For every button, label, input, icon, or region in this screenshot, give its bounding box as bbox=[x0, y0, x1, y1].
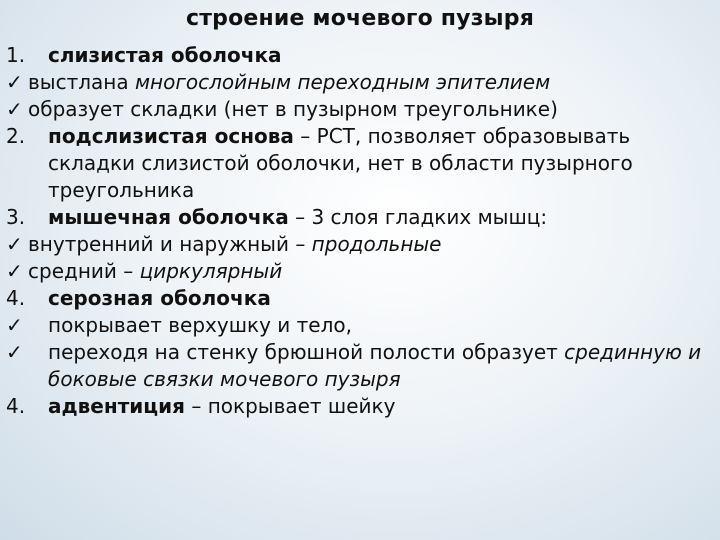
checkmark-icon: ✓ bbox=[6, 340, 23, 364]
numbered-item bbox=[6, 204, 714, 231]
item-heading: слизистая оболочка bbox=[48, 43, 282, 67]
item-text bbox=[6, 339, 714, 393]
item-text bbox=[6, 312, 714, 339]
item-text-part: покрывает верхушку и тело, bbox=[48, 313, 352, 337]
item-emphasis: многослойным переходным эпителием bbox=[134, 70, 551, 94]
item-number: 2. bbox=[6, 124, 26, 148]
item-heading: адвентиция bbox=[48, 394, 185, 418]
item-text bbox=[6, 231, 714, 258]
checkmark-icon: ✓ bbox=[6, 232, 23, 256]
item-emphasis: продольные bbox=[311, 232, 442, 256]
item-emphasis: срединную и боковые связки мочевого пузыря bbox=[48, 340, 702, 391]
item-text-part: – 3 слоя гладких мышц: bbox=[288, 205, 548, 229]
item-text-part: средний – bbox=[28, 259, 140, 283]
item-heading: мышечная оболочка bbox=[48, 205, 289, 229]
item-text bbox=[6, 393, 714, 420]
numbered-item bbox=[6, 285, 714, 312]
checkmark-icon: ✓ bbox=[6, 259, 23, 283]
item-number: 1. bbox=[6, 43, 26, 67]
item-text bbox=[6, 42, 714, 69]
numbered-item bbox=[6, 123, 714, 204]
check-item bbox=[6, 231, 714, 258]
item-heading: подслизистая основа bbox=[48, 124, 294, 148]
numbered-item bbox=[6, 42, 714, 69]
checkmark-icon: ✓ bbox=[6, 313, 23, 337]
checkmark-icon: ✓ bbox=[6, 97, 23, 121]
content-list bbox=[6, 42, 714, 420]
item-text bbox=[6, 204, 714, 231]
numbered-item bbox=[6, 393, 714, 420]
item-text bbox=[6, 123, 714, 204]
check-item bbox=[6, 339, 714, 393]
item-number: 4. bbox=[6, 286, 26, 310]
item-text-part: – РСТ, позволяет образовывать складки слизистой оболочки, нет в области пузырного треугольника bbox=[48, 124, 633, 202]
check-item bbox=[6, 69, 714, 96]
item-text-part: внутренний и наружный – bbox=[28, 232, 312, 256]
item-number: 3. bbox=[6, 205, 26, 229]
item-text-part: выстлана bbox=[28, 70, 135, 94]
item-heading: серозная оболочка bbox=[48, 286, 271, 310]
item-text-part: – покрывает шейку bbox=[184, 394, 396, 418]
item-text bbox=[6, 258, 714, 285]
item-text-part: образует складки (нет в пузырном треугольнике) bbox=[28, 97, 558, 121]
check-item bbox=[6, 258, 714, 285]
check-item bbox=[6, 312, 714, 339]
item-number: 4. bbox=[6, 394, 26, 418]
item-text bbox=[6, 69, 714, 96]
item-text bbox=[6, 285, 714, 312]
item-text-part: переходя на стенку брюшной полости образует bbox=[48, 340, 565, 364]
slide-title: строение мочевого пузыря bbox=[185, 6, 535, 31]
check-item bbox=[6, 96, 714, 123]
checkmark-icon: ✓ bbox=[6, 70, 23, 94]
item-text bbox=[6, 96, 714, 123]
item-emphasis: циркулярный bbox=[139, 259, 283, 283]
